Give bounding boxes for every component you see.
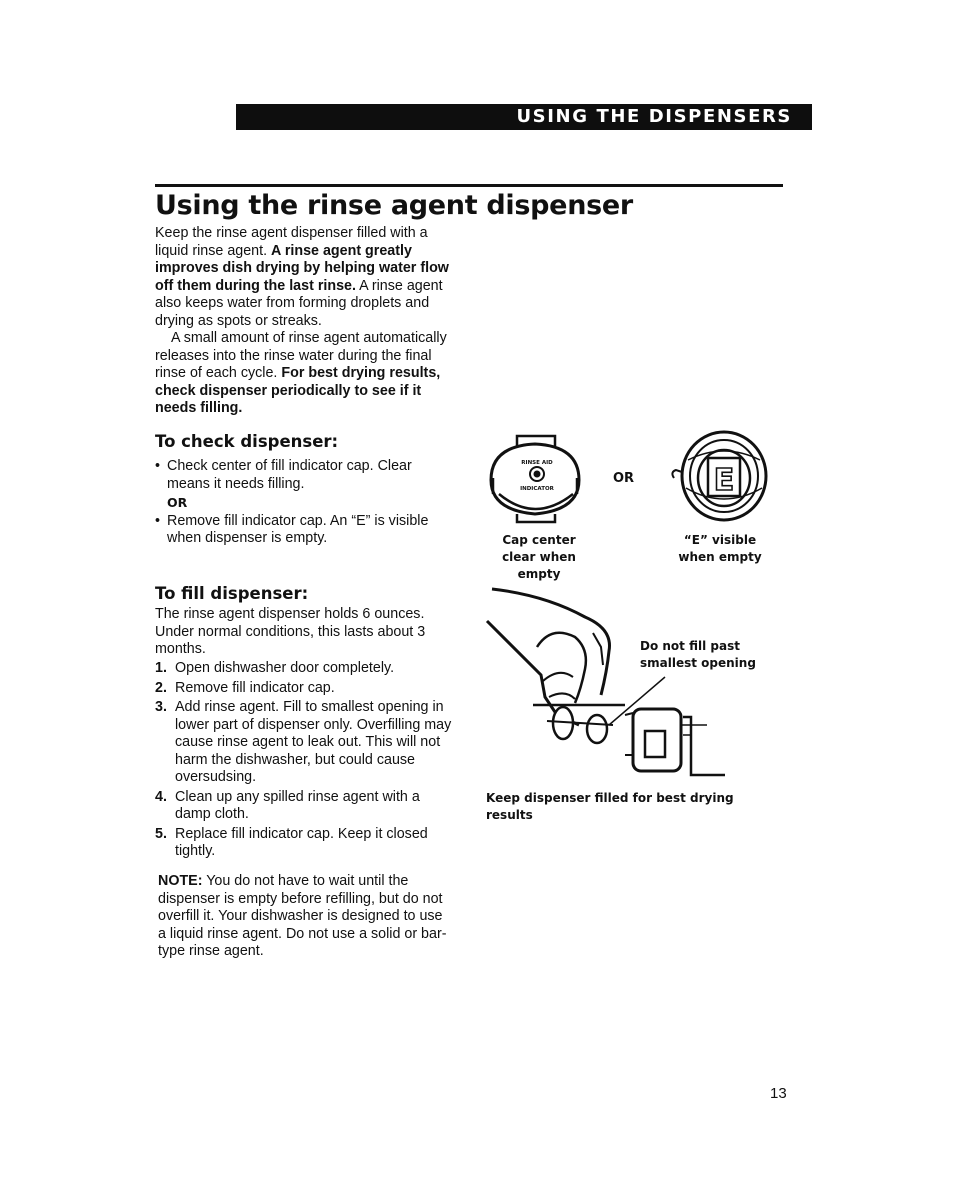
note-label: NOTE: [158, 873, 203, 889]
step-text: Open dishwasher door completely. [175, 660, 395, 676]
e-letter: E [713, 463, 735, 498]
cap-label-bottom: INDICATOR [520, 486, 554, 492]
intro-text [155, 225, 455, 418]
intro-p1-text-b: A rinse agent also keeps water from forming droplets and drying as spots or streaks. [155, 277, 443, 329]
caption-fill-limit: Do not fill past smallest opening [640, 639, 756, 670]
note-text: You do not have to wait until the dispenser is empty before refilling, but do not overfill it. Your dishwasher is designed to use a liquid rinse agent. Do not use a solid or bar-type rinse agent. [158, 873, 447, 959]
bullet-dot: • [155, 512, 161, 529]
step-text: Clean up any spilled rinse agent with a damp cloth. [175, 788, 420, 822]
intro-p2-text-a: A small amount of rinse agent automatically releases into the rinse water during the final rinse of each cycle. [155, 330, 447, 381]
step-text: Remove fill indicator cap. [175, 679, 335, 696]
indicator-cap-illustration [485, 428, 590, 528]
check-or-label: OR [167, 495, 188, 510]
step-number: 5. [155, 825, 167, 842]
page-number: 13 [770, 1085, 787, 1102]
check-list [155, 458, 455, 548]
check-heading: To check dispenser: [155, 432, 339, 451]
fill-step [155, 680, 455, 698]
intro-p1-text-a: Keep the rinse agent dispenser filled with a liquid rinse agent. [155, 225, 428, 259]
bullet-dot: • [155, 458, 161, 474]
title-rule [155, 184, 783, 187]
section-banner: USING THE DISPENSERS [236, 104, 812, 130]
filling-illustration [485, 585, 725, 780]
page-title: Using the rinse agent dispenser [155, 190, 633, 221]
fill-intro-text: The rinse agent dispenser holds 6 ounces. Under normal conditions, this lasts about 3 months. [155, 606, 426, 657]
check-bullet-1 [155, 458, 455, 493]
step-number: 2. [155, 679, 167, 696]
check-bullet-2 [155, 513, 455, 548]
intro-paragraph-2 [155, 330, 455, 418]
fill-steps [155, 660, 455, 863]
caption-keep-filled: Keep dispenser filled for best drying results [486, 791, 734, 822]
fill-intro [155, 606, 445, 659]
caption-cap-clear: Cap center clear when empty [502, 533, 576, 581]
intro-p2-bold: For best drying results, check dispenser periodically to see if it needs filling. [155, 365, 441, 416]
fill-note [158, 873, 448, 961]
fill-step [155, 826, 455, 861]
fill-step [155, 660, 455, 678]
step-number: 3. [155, 699, 167, 715]
step-text: Add rinse agent. Fill to smallest opening in lower part of dispenser only. Overfilling may cause rinse agent to leak out. This will not harm the dishwasher, but could cause oversudsing. [175, 699, 452, 785]
step-number: 1. [155, 660, 167, 676]
step-text: Replace fill indicator cap. Keep it closed tightly. [175, 825, 428, 859]
check-bullet-1-text: Check center of fill indicator cap. Clear means it needs filling. [167, 458, 412, 492]
e-indicator-illustration [668, 428, 770, 528]
step-number: 4. [155, 788, 167, 805]
figure-or-label: OR [613, 471, 635, 486]
caption-e-visible: “E” visible when empty [678, 533, 762, 564]
fill-step [155, 699, 455, 787]
fill-step [155, 789, 455, 824]
check-bullet-2-text: Remove fill indicator cap. An “E” is visible when dispenser is empty. [167, 512, 429, 546]
cap-label-top: RINSE AID [521, 460, 553, 466]
intro-p1-bold: A rinse agent greatly improves dish drying by helping water flow off them during the last rinse. [155, 242, 449, 294]
fill-heading: To fill dispenser: [155, 584, 309, 603]
intro-paragraph-1 [155, 225, 455, 330]
